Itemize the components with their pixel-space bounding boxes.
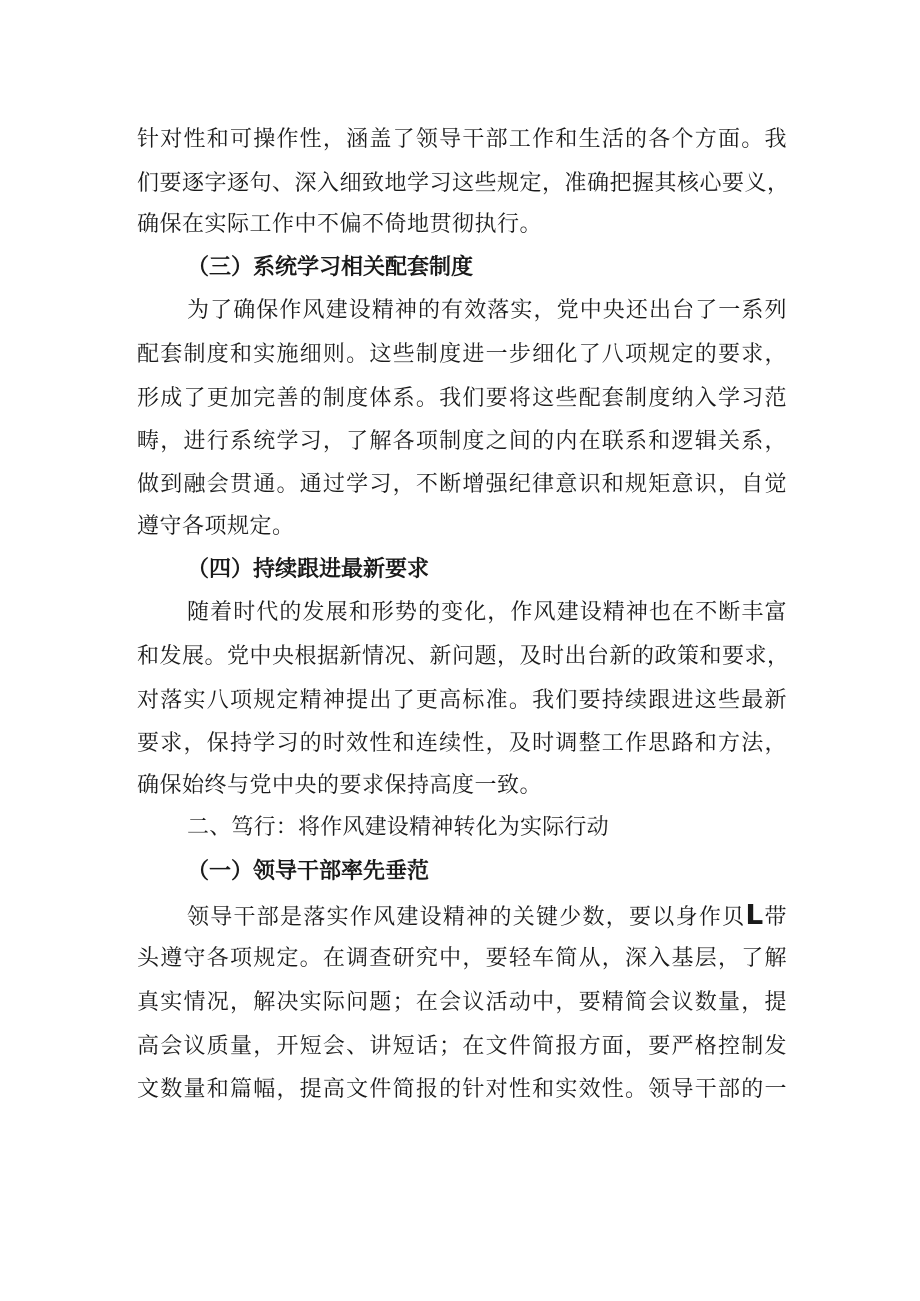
paragraph-line: 为了确保作风建设精神的有效落实，党中央还出台了一系列 <box>187 298 787 323</box>
paragraph-line: 要求，保持学习的时效性和连续性，及时调整工作思路和方法， <box>137 731 787 756</box>
paragraph-line: 们要逐字逐句、深入细致地学习这些规定，准确把握其核心要义， <box>137 171 790 196</box>
paragraph-line: 对落实八项规定精神提出了更高标准。我们要持续跟进这些最新 <box>137 688 787 713</box>
paragraph-line: 做到融会贯通。通过学习，不断增强纪律意识和规矩意识，自觉 <box>137 472 787 497</box>
paragraph-line: 头遵守各项规定。在调查研究中，要轻车简从，深入基层，了解 <box>137 946 787 971</box>
paragraph-line: 和发展。党中央根据新情况、新问题，及时出台新的政策和要求， <box>137 644 790 669</box>
paragraph-line: 确保始终与党中央的要求保持高度一致。 <box>137 773 543 798</box>
paragraph-line <box>187 900 787 930</box>
paragraph-line: 配套制度和实施细则。这些制度进一步细化了八项规定的要求， <box>137 342 787 367</box>
paragraph-line: 遵守各项规定。 <box>137 514 295 539</box>
line-text: 领导干部是落实作风建设精神的关键少数，要以身作贝 <box>187 905 746 930</box>
paragraph-line: 畴，进行系统学习，了解各项制度之间的内在联系和逻辑关系， <box>137 429 787 454</box>
line-text: 带 <box>763 905 787 930</box>
subsection-heading: （三）系统学习相关配套制度 <box>187 255 474 280</box>
subsection-heading: （四）持续跟进最新要求 <box>187 557 430 582</box>
paragraph-line: 针对性和可操作性，涵盖了领导干部工作和生活的各个方面。我 <box>137 127 787 152</box>
paragraph-line: 确保在实际工作中不偏不倚地贯彻执行。 <box>137 212 543 237</box>
paragraph-line: 形成了更加完善的制度体系。我们要将这些配套制度纳入学习范 <box>137 386 787 411</box>
paragraph-line: 随着时代的发展和形势的变化，作风建设精神也在不断丰富 <box>187 600 787 625</box>
subsection-heading: （一）领导干部率先垂范 <box>187 859 430 884</box>
stray-glyph: L <box>745 898 764 931</box>
paragraph-line: 高会议质量，开短会、讲短话；在文件简报方面，要严格控制发 <box>137 1034 787 1059</box>
section-heading: 二、笃行：将作风建设精神转化为实际行动 <box>187 815 609 840</box>
paragraph-line: 真实情况，解决实际问题；在会议活动中，要精简会议数量，提 <box>137 990 787 1015</box>
paragraph-line: 文数量和篇幅，提高文件简报的针对性和实效性。领导干部的一 <box>137 1077 787 1102</box>
